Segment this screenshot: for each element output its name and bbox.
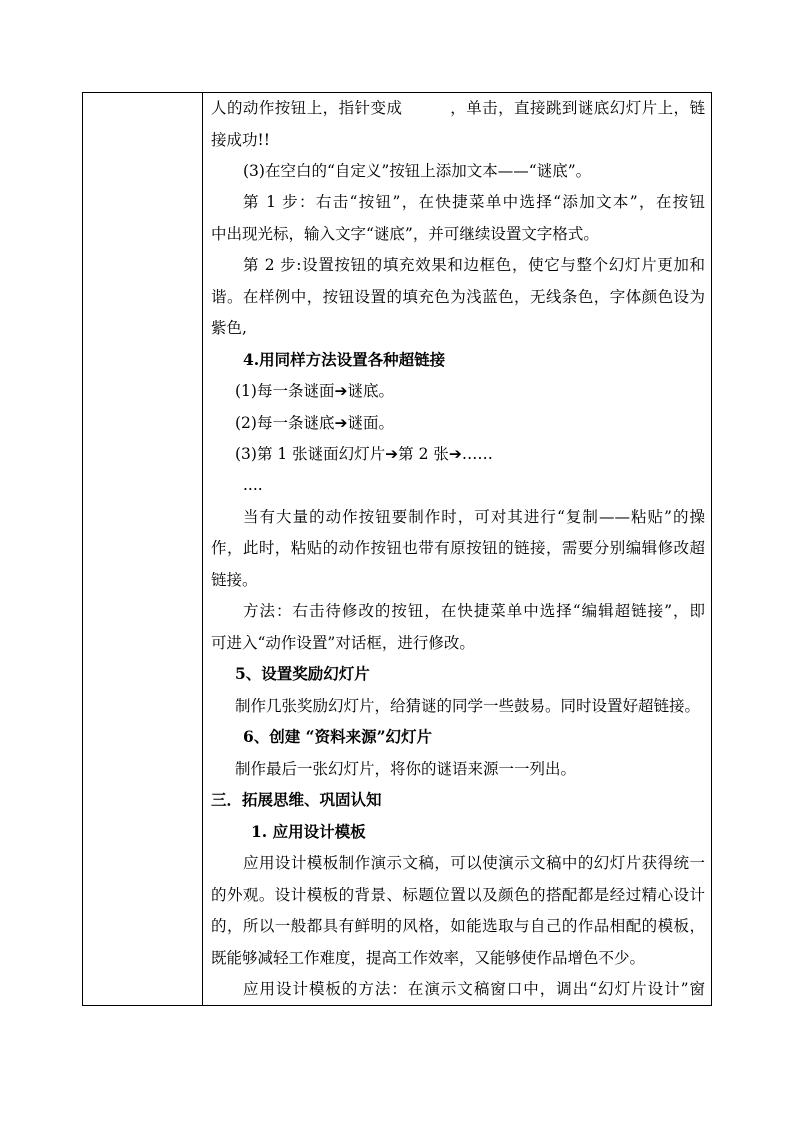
- text-line: 人的动作按钮上，指针变成 ，单击，直接跳到谜底幻灯片上，链: [211, 99, 705, 117]
- subsection-heading: 1. 应用设计模板: [251, 822, 366, 841]
- text-line: 第 1 步：右击“按钮”，在快捷菜单中选择“添加文本”，在按钮: [243, 193, 705, 211]
- table-left-column: [83, 93, 203, 1005]
- text-line: 方法：右击待修改的按钮，在快捷菜单中选择“编辑超链接”，即: [243, 602, 705, 620]
- section-heading: 三．拓展思维、巩固认知: [211, 790, 382, 809]
- text-line: 作，此时，粘贴的动作按钮也带有原按钮的链接，需要分别编辑修改超: [211, 539, 705, 557]
- text-line: 谐。在样例中，按钮设置的填充色为浅蓝色，无线条色，字体颜色设为: [211, 288, 705, 306]
- text-line: 的外观。设计模板的背景、标题位置以及颜色的搭配都是经过精心设计: [211, 886, 705, 904]
- section-heading: 4.用同样方法设置各种超链接: [243, 350, 446, 369]
- section-heading: 5、设置奖励幻灯片: [235, 664, 370, 683]
- text-line: 中出现光标，输入文字“谜底”，并可继续设置文字格式。: [211, 225, 599, 243]
- list-item: (3)第 1 张谜面幻灯片➔第 2 张➔……: [235, 445, 493, 463]
- list-item: (2)每一条谜底➔谜面。: [235, 414, 394, 432]
- text-line: 第 2 步:设置按钮的填充效果和边框色，使它与整个幻灯片更加和: [243, 256, 705, 274]
- section-heading: 6、创建 “资料来源”幻灯片: [243, 727, 433, 746]
- text-line: 的，所以一般都具有鲜明的风格，如能选取与自己的作品相配的模板，: [211, 917, 705, 935]
- text-line: 制作最后一张幻灯片，将你的谜语来源一一列出。: [235, 760, 577, 778]
- text-line: 既能够减轻工作难度，提高工作效率，又能够使作品增色不少。: [211, 949, 646, 967]
- list-item: (1)每一条谜面➔谜底。: [235, 382, 394, 400]
- text-line: 制作几张奖励幻灯片，给猜谜的同学一些鼓易。同时设置好超链接。: [235, 697, 701, 715]
- text-line: 应用设计模板制作演示文稿，可以使演示文稿中的幻灯片获得统一: [243, 854, 705, 872]
- text-line: 可进入“动作设置”对话框，进行修改。: [211, 634, 475, 652]
- text-line: 接成功!!: [211, 131, 270, 149]
- text-line: 紫色,: [211, 319, 247, 337]
- text-line: 链接。: [211, 571, 258, 589]
- text-line: (3)在空白的“自定义”按钮上添加文本——“谜底”。: [243, 162, 592, 180]
- text-line: 应用设计模板的方法：在演示文稿窗口中，调出“幻灯片设计”窗: [243, 980, 705, 998]
- text-line: 当有大量的动作按钮要制作时，可对其进行“复制——粘贴”的操: [243, 508, 705, 526]
- lesson-table: [82, 92, 712, 1006]
- text-line: ....: [243, 476, 263, 494]
